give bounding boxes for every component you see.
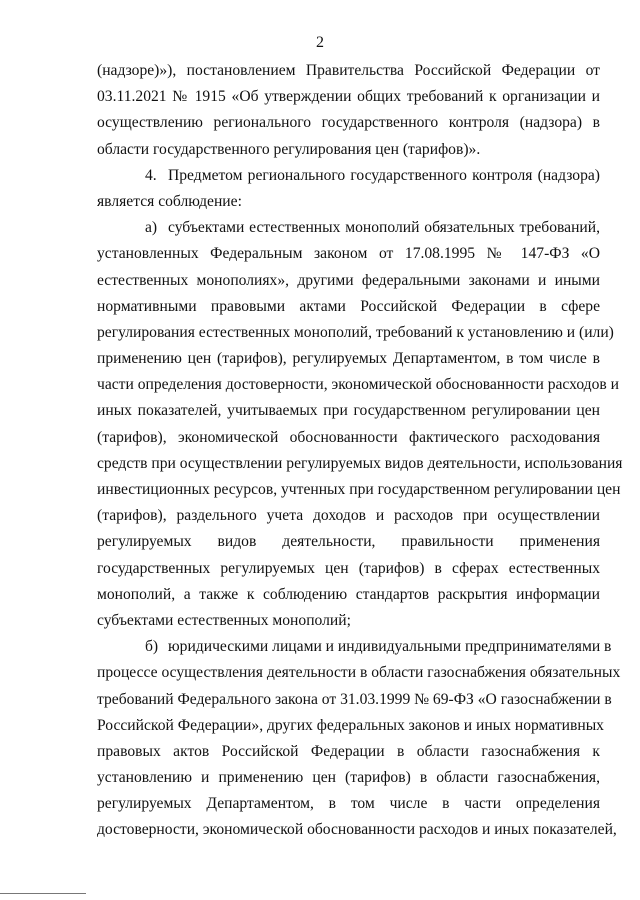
paragraph-continuation — [97, 58, 600, 163]
page-number: 2 — [316, 34, 324, 51]
text-line: (тарифов), экономической обоснованности фактического расходования — [97, 428, 600, 446]
text-line: 03.11.2021 № 1915 «Об утверждении общих требований к организации и — [97, 88, 600, 106]
text-line: инвестиционных ресурсов, учтенных при государственном регулировании цен — [97, 481, 621, 498]
item-marker: б) — [145, 638, 159, 656]
text-line-content: юридическими лицами и индивидуальными предпринимателями в — [168, 638, 612, 656]
text-line: процессе осуществления деятельности в области газоснабжения обязательных — [97, 664, 621, 682]
text-line: является соблюдение: — [97, 192, 242, 210]
text-line: применению цен (тарифов), регулируемых Департаментом, в том числе в — [97, 350, 600, 368]
text-line: регулируемых Департаментом, в том числе в части определения — [97, 795, 600, 813]
text-line-content: субъектами естественных монополий обязательных требований, — [168, 219, 600, 237]
text-line: государственных регулируемых цен (тарифов) в сферах естественных — [97, 559, 600, 577]
text-line: средств при осуществлении регулируемых видов деятельности, использования — [97, 454, 623, 472]
text-line: части определения достоверности, экономической обоснованности расходов и — [97, 376, 620, 394]
paragraph-item-4 — [97, 163, 600, 215]
text-line: установлению и применению цен (тарифов) в области газоснабжения, — [97, 769, 600, 787]
text-line: естественных монополиях», другими федеральными законами и иными — [97, 271, 600, 289]
paragraph-subitem-a — [97, 215, 623, 634]
text-line: правовых актов Российской Федерации в области газоснабжения к — [97, 742, 600, 760]
text-line: установленных Федеральным законом от 17.08.1995 № 147-ФЗ «О — [97, 245, 600, 263]
text-line — [97, 163, 600, 189]
text-line: требований Федерального закона от 31.03.1999 № 69-ФЗ «О газоснабжении в — [97, 690, 612, 708]
text-line: достоверности, экономической обоснованности расходов и иных показателей, — [97, 821, 617, 839]
text-line: иных показателей, учитываемых при государственном регулировании цен — [97, 402, 600, 420]
text-line: (тарифов), раздельного учета доходов и расходов при осуществлении — [97, 507, 600, 525]
text-line: субъектами естественных монополий; — [97, 611, 351, 629]
item-marker: 4. — [145, 166, 157, 184]
document-body — [97, 58, 623, 844]
text-line — [97, 215, 600, 241]
text-line: области государственного регулирования цен (тарифов)». — [97, 140, 481, 158]
text-line: монополий, а также к соблюдению стандартов раскрытия информации — [97, 585, 600, 603]
text-line: регулирования естественных монополий, требований к установлению и (или) — [97, 323, 614, 341]
item-marker: а) — [145, 219, 158, 237]
text-line: осуществлению регионального государственного контроля (надзора) в — [97, 114, 600, 132]
text-line: регулируемых видов деятельности, правильности применения — [97, 533, 600, 551]
text-line: (надзоре)»), постановлением Правительства Российской Федерации от — [97, 62, 600, 79]
text-line — [97, 634, 612, 660]
paragraph-subitem-b — [97, 634, 621, 844]
text-line-content: Предметом регионального государственного контроля (надзора) — [168, 166, 600, 184]
footer-rule — [0, 893, 86, 894]
text-line: Российской Федерации», других федеральных законов и иных нормативных — [97, 716, 604, 734]
text-line: нормативными правовыми актами Российской Федерации в сфере — [97, 297, 600, 315]
